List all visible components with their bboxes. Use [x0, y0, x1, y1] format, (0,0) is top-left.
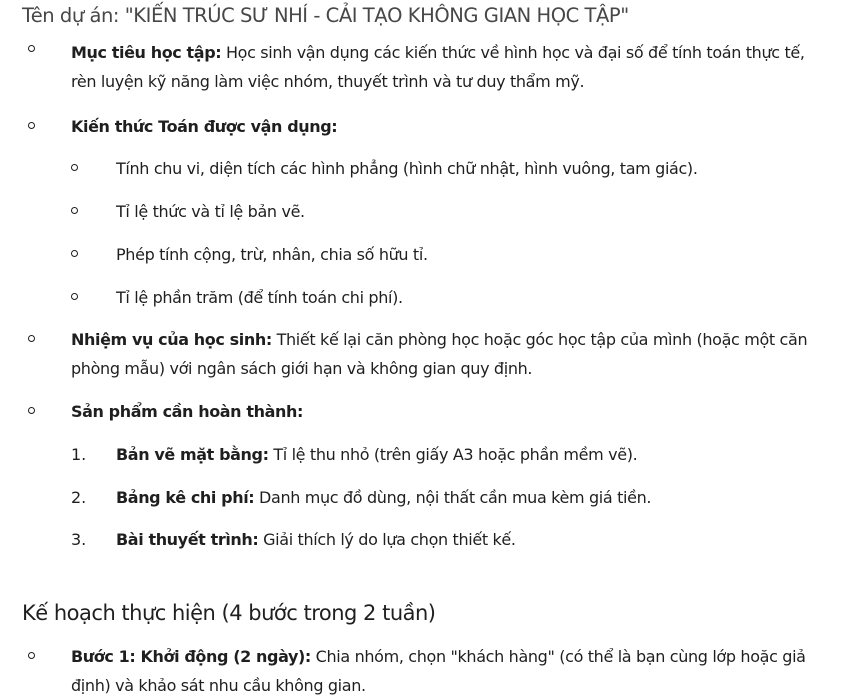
goal-item — [71, 38, 831, 96]
product-label: Bản vẽ mặt bằng: — [116, 445, 269, 464]
goal-text: Học sinh vận dụng các kiến thức về hình học và đại số để tính toán thực tế, rèn luyện kỹ năng làm việc nhóm, thuyết trình và tư duy thẩm mỹ. — [71, 43, 805, 91]
products-item — [71, 397, 831, 426]
product-text: Tỉ lệ thu nhỏ (trên giấy A3 hoặc phần mềm vẽ). — [268, 445, 638, 464]
product-list-item — [116, 483, 826, 512]
product-label: Bảng kê chi phí: — [116, 488, 255, 507]
product-list-item — [116, 525, 826, 554]
product-label: Bài thuyết trình: — [116, 530, 259, 549]
knowledge-list-item: Tính chu vi, diện tích các hình phẳng (hình chữ nhật, hình vuông, tam giác). — [116, 159, 698, 178]
list-number: 3. — [71, 530, 87, 549]
knowledge-list-item: Tỉ lệ phần trăm (để tính toán chi phí). — [116, 288, 403, 307]
bullet-icon — [28, 122, 35, 129]
product-text: Giải thích lý do lựa chọn thiết kế. — [258, 530, 516, 549]
bullet-icon — [28, 652, 35, 659]
sub-bullet-icon — [71, 250, 78, 257]
bullet-icon — [28, 335, 35, 342]
bullet-icon — [28, 45, 35, 52]
bullet-icon — [28, 407, 35, 414]
product-list-item — [116, 440, 826, 469]
goal-label: Mục tiêu học tập: — [71, 43, 222, 62]
task-label: Nhiệm vụ của học sinh: — [71, 330, 272, 349]
list-number: 1. — [71, 445, 87, 464]
knowledge-list-item: Phép tính cộng, trừ, nhân, chia số hữu tỉ. — [116, 245, 428, 264]
project-title: Tên dự án: "KIẾN TRÚC SƯ NHÍ - CẢI TẠO KHÔNG GIAN HỌC TẬP" — [22, 4, 629, 27]
step-item — [71, 642, 831, 700]
step-label: Bước 1: Khởi động (2 ngày): — [71, 647, 311, 666]
step-text: Chia nhóm, chọn "khách hàng" (có thể là bạn cùng lớp hoặc giả định) và khảo sát nhu cầu không gian. — [71, 647, 806, 695]
knowledge-list-item: Tỉ lệ thức và tỉ lệ bản vẽ. — [116, 202, 305, 221]
task-item — [71, 325, 831, 383]
knowledge-item — [71, 112, 831, 141]
products-label: Sản phẩm cần hoàn thành: — [71, 402, 303, 421]
knowledge-label: Kiến thức Toán được vận dụng: — [71, 117, 338, 136]
sub-bullet-icon — [71, 207, 78, 214]
plan-heading: Kế hoạch thực hiện (4 bước trong 2 tuần) — [22, 601, 436, 625]
task-text: Thiết kế lại căn phòng học hoặc góc học tập của mình (hoặc một căn phòng mẫu) với ngân sách giới hạn và không gian quy định. — [71, 330, 808, 378]
sub-bullet-icon — [71, 164, 78, 171]
sub-bullet-icon — [71, 293, 78, 300]
product-text: Danh mục đồ dùng, nội thất cần mua kèm giá tiền. — [254, 488, 652, 507]
list-number: 2. — [71, 488, 87, 507]
